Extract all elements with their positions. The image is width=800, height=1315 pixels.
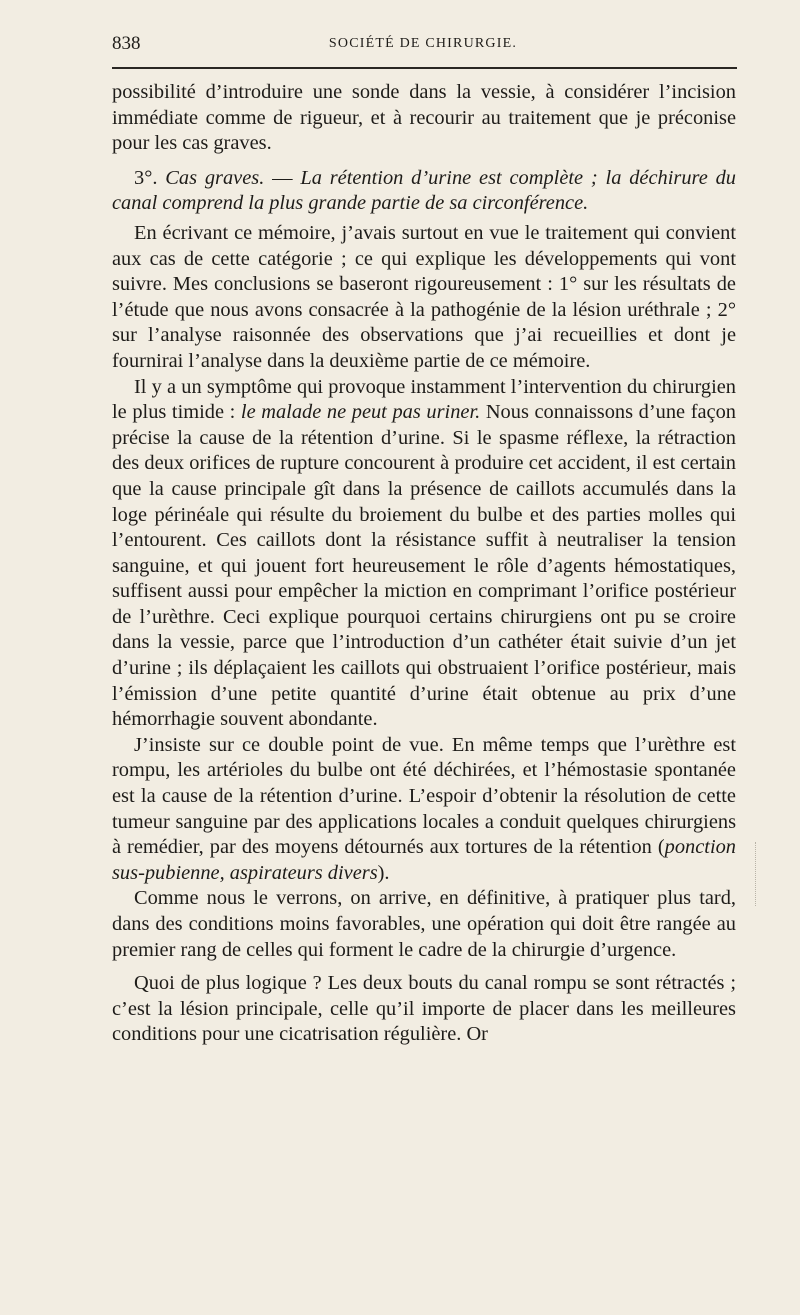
- paragraph: [112, 375, 736, 733]
- paragraph-text: En écrivant ce mémoire, j’avais surtout en vue le traitement qui convient aux cas de cette catégorie ; ce qui explique les développements qui vont suivre. Mes conclusions se baseront rigoureusement : 1° sur les résultats de l’étude que nous avons consacrée à la pathogénie de la lésion uréthrale ; 2° sur l’analyse raisonnée des observations que j’ai recueillies et dont je fournirai l’analyse dans la deuxième partie de ce mémoire.: [112, 221, 736, 372]
- body-text: [112, 80, 736, 1048]
- running-head: SOCIÉTÉ DE CHIRURGIE.: [328, 36, 518, 51]
- paragraph: [112, 733, 736, 887]
- section-dash: —: [264, 166, 301, 189]
- margin-pencil-mark: [755, 842, 766, 906]
- paragraph-text: ).: [377, 861, 390, 884]
- section-heading-paragraph: [112, 166, 736, 217]
- emphasis-text: ponction sus-pubienne, aspirateurs divers: [112, 836, 736, 884]
- page-header: [112, 33, 734, 57]
- paragraph-text: Quoi de plus logique ? Les deux bouts du canal rompu se sont rétractés ; c’est la lésion principale, celle qu’il importe de placer dans les meilleures conditions pour une cicatrisation régulière. Or: [112, 972, 736, 1046]
- paragraph-text: J’insiste sur ce double point de vue. En même temps que l’urèthre est rompu, les artérioles du bulbe ont été déchirées, et l’hémostasie spontanée est la cause de la rétention d’urine. L’espoir d’obtenir la résolution de cette tumeur sanguine par des applications locales a conduit quelques chirurgiens à remédier, par des moyens détournés aux tortures de la rétention (: [112, 733, 736, 859]
- page-number: 838: [112, 33, 141, 54]
- paragraph-continued: [112, 80, 736, 157]
- header-rule: [112, 67, 737, 69]
- section-number: 3°.: [134, 166, 158, 189]
- emphasis-text: le malade ne peut pas uriner.: [240, 401, 481, 424]
- paragraph-text: possibilité d’introduire une sonde dans la vessie, à considérer l’incision immédiate comme de rigueur, et à recourir au traitement que je préconise pour les cas graves.: [112, 81, 736, 155]
- paragraph-text: Nous connaissons d’une façon précise la cause de la rétention d’urine. Si le spasme réflexe, la rétraction des deux orifices de rupture concourent à produire cet accident, il est certain que la cause principale gît dans la présence de caillots accumulés dans la loge périnéale qui résulte du broiement du bulbe et des parties molles qui l’entourent. Ces caillots dont la résistance suffit à neutraliser la tension sanguine, et qui jouent fort heureusement le rôle d’agents hémostatiques, suffisent aussi pour empêcher la miction en comprimant l’orifice postérieur de l’urèthre. Ceci explique pourquoi certains chirurgiens ont pu se croire dans la vessie, parce que l’introduction d’un cathéter était suivie d’un jet d’urine ; ils déplaçaient les caillots qui obstruaient l’orifice postérieur, mais l’émission d’une petite quantité d’urine était obtenue au prix d’une hémorrhagie souvent abondante.: [112, 401, 736, 731]
- paragraph-text: Il y a un symptôme qui provoque instamment l’intervention du chirurgien le plus timide :: [112, 375, 736, 424]
- paragraph: [112, 221, 736, 375]
- paragraph: [112, 971, 736, 1048]
- paragraph-text: Comme nous le verrons, on arrive, en définitive, à pratiquer plus tard, dans des conditions moins favorables, une opération qui doit être rangée au premier rang de celles qui forment le cadre de la chirurgie d’urgence.: [112, 887, 736, 961]
- section-subtitle: La rétention d’urine est complète ; la déchirure du canal comprend la plus grande partie de sa circonférence.: [112, 166, 736, 215]
- paragraph: [112, 886, 736, 963]
- section-title: Cas graves.: [165, 166, 265, 189]
